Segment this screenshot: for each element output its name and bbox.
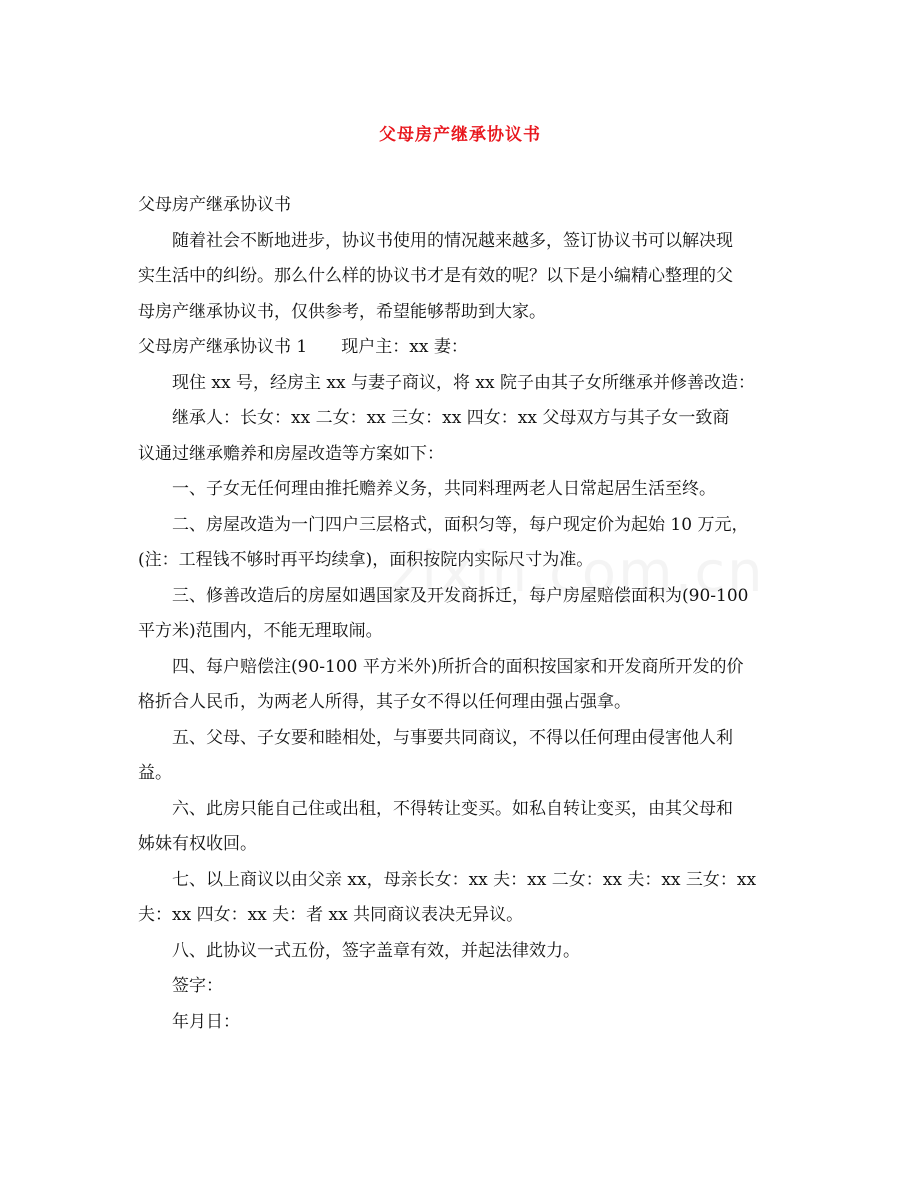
clause-2-line-1: 二、房屋改造为一门四户三层格式，面积匀等，每户现定价为起始 10 万元， — [172, 514, 749, 535]
clause-5-line-1: 五、父母、子女要和睦相处，与事要共同商议，不得以任何理由侵害他人利 — [172, 727, 733, 748]
clause-3-line-1: 三、修善改造后的房屋如遇国家及开发商拆迁，每户房屋赔偿面积为(90-100 — [172, 585, 749, 606]
document-body — [138, 188, 780, 1040]
document-subtitle: 父母房产继承协议书 — [138, 195, 291, 215]
document-title: 父母房产继承协议书 — [379, 125, 541, 145]
section-heading-owner: 现户主：xx 妻： — [341, 337, 468, 357]
section-heading-title: 父母房产继承协议书 1 — [138, 337, 308, 357]
clause-3-line-2: 平方米)范围内，不能无理取闹。 — [138, 621, 383, 641]
date-line: 年月日： — [172, 1011, 240, 1032]
clause-2-line-2: (注：工程钱不够时再平均续拿)，面积按院内实际尺寸为准。 — [138, 550, 594, 570]
clause-7-line-1: 七、以上商议以由父亲 xx，母亲长女：xx 夫：xx 二女：xx 夫：xx 三女：xx — [172, 869, 757, 890]
heirs-line-2: 议通过继承赡养和房屋改造等方案如下： — [138, 443, 444, 464]
heirs-line-1: 继承人：长女：xx 二女：xx 三女：xx 四女：xx 父母双方与其子女一致商 — [172, 408, 730, 428]
intro-line-1: 随着社会不断地进步，协议书使用的情况越来越多，签订协议书可以解决现 — [172, 230, 733, 251]
clause-6-line-1: 六、此房只能自己住或出租，不得转让变买。如私自转让变买，由其父母和 — [172, 798, 733, 819]
clause-4-line-2: 格折合人民币，为两老人所得，其子女不得以任何理由强占强拿。 — [138, 692, 631, 712]
clause-8-line-1: 八、此协议一式五份，签字盖章有效，并起法律效力。 — [172, 940, 580, 961]
intro-line-2: 实生活中的纠纷。那么什么样的协议书才是有效的呢？以下是小编精心整理的父 — [138, 266, 733, 286]
clause-1-line-1: 一、子女无任何理由推托赡养义务，共同料理两老人日常起居生活至终。 — [172, 479, 716, 499]
residence-paragraph: 现住 xx 号，经房主 xx 与妻子商议，将 xx 院子由其子女所继承并修善改造： — [172, 372, 755, 393]
clause-6-line-2: 姊妹有权收回。 — [138, 834, 257, 854]
section-heading — [138, 330, 780, 366]
clause-7-line-2: 夫：xx 四女：xx 夫：者 xx 共同商议表决无异议。 — [138, 905, 524, 925]
clause-5-line-2: 益。 — [138, 763, 172, 783]
signature-line: 签字： — [172, 976, 223, 996]
intro-line-3: 母房产继承协议书，仅供参考，希望能够帮助到大家。 — [138, 301, 546, 322]
clause-4-line-1: 四、每户赔偿注(90-100 平方米外)所折合的面积按国家和开发商所开发的价 — [172, 656, 744, 677]
